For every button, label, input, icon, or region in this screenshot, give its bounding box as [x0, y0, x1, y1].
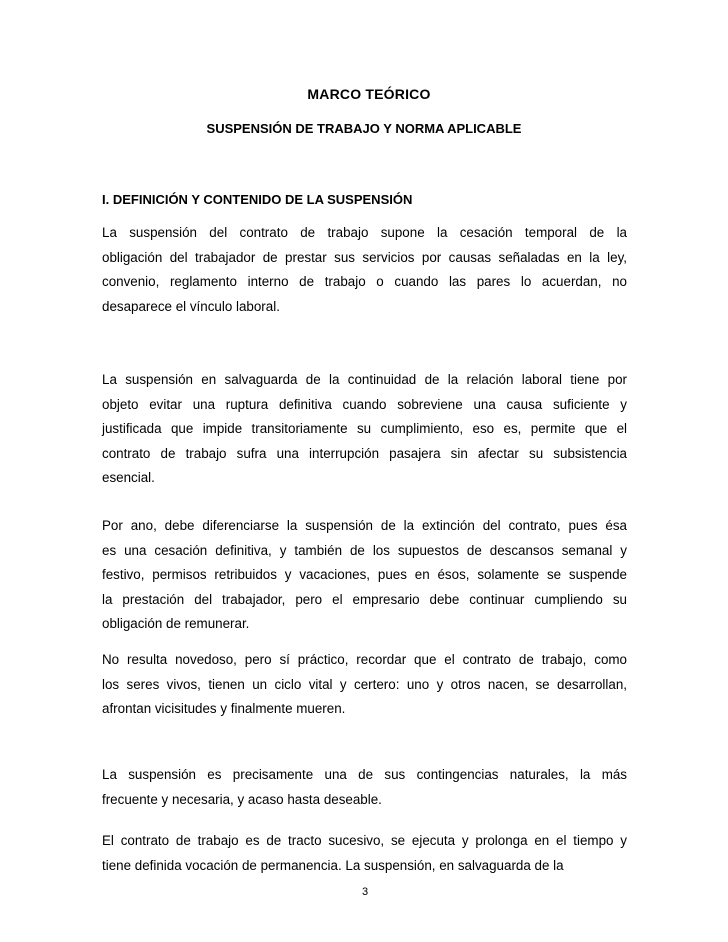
paragraph-3 — [102, 514, 627, 637]
paragraph-line: festivo, permisos retribuidos y vacaciones, pues en ésos, solamente se suspende — [102, 567, 627, 583]
paragraph-4 — [102, 648, 627, 722]
paragraph-line: tiene definida vocación de permanencia. La suspensión, en salvaguarda de la — [102, 857, 564, 873]
section-heading: I. DEFINICIÓN Y CONTENIDO DE LA SUSPENSIÓN — [102, 192, 413, 207]
paragraph-line: objeto evitar una ruptura definitiva cuando sobreviene una causa suficiente y — [102, 396, 627, 412]
paragraph-5 — [102, 763, 627, 812]
paragraph-1 — [102, 221, 627, 319]
document-title: MARCO TEÓRICO — [307, 86, 431, 102]
paragraph-line: Por ano, debe diferenciarse la suspensión de la extinción del contrato, pues ésa — [102, 518, 627, 533]
paragraph-line: obligación de remunerar. — [102, 616, 250, 632]
paragraph-line: es una cesación definitiva, y también de los supuestos de descansos semanal y — [102, 542, 627, 558]
paragraph-line: convenio, reglamento interno de trabajo o cuando las pares lo acuerdan, no — [102, 274, 627, 290]
paragraph-line: La suspensión es precisamente una de sus contingencias naturales, la más — [102, 767, 627, 782]
paragraph-line: afrontan vicisitudes y finalmente mueren. — [102, 701, 346, 717]
paragraph-line: frecuente y necesaria, y acaso hasta deseable. — [102, 791, 382, 807]
document-subtitle: SUSPENSIÓN DE TRABAJO Y NORMA APLICABLE — [206, 121, 522, 136]
paragraph-line: justificada que impide transitoriamente su cumplimiento, eso es, permite que el — [102, 421, 627, 437]
paragraph-line: No resulta novedoso, pero sí práctico, recordar que el contrato de trabajo, como — [102, 652, 627, 667]
paragraph-line: obligación del trabajador de prestar sus servicios por causas señaladas en la ley, — [102, 249, 627, 265]
paragraph-line: contrato de trabajo sufra una interrupción pasajera sin afectar su subsistencia — [102, 445, 627, 461]
paragraph-line: La suspensión en salvaguarda de la continuidad de la relación laboral tiene por — [102, 372, 627, 387]
paragraph-line: los seres vivos, tienen un ciclo vital y certero: uno y otros nacen, se desarrollan, — [102, 676, 627, 692]
page-number: 3 — [361, 886, 369, 898]
paragraph-6 — [102, 829, 627, 878]
paragraph-line: la prestación del trabajador, pero el empresario debe continuar cumpliendo su — [102, 591, 627, 607]
paragraph-line: esencial. — [102, 470, 155, 486]
paragraph-line: desaparece el vínculo laboral. — [102, 298, 280, 314]
paragraph-line: La suspensión del contrato de trabajo supone la cesación temporal de la — [102, 225, 627, 240]
paragraph-line: El contrato de trabajo es de tracto sucesivo, se ejecuta y prolonga en el tiempo y — [102, 833, 627, 848]
paragraph-2 — [102, 368, 627, 491]
